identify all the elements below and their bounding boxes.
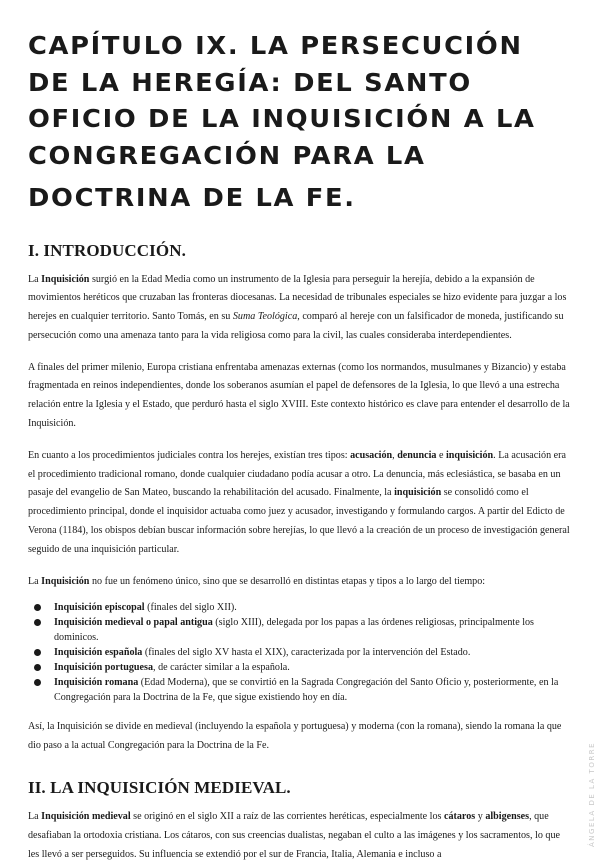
text-run: (finales del siglo XII). bbox=[144, 602, 237, 614]
paragraph bbox=[28, 271, 570, 346]
bold-term: cátaros bbox=[444, 811, 476, 823]
document-page bbox=[28, 28, 570, 864]
bullet-icon bbox=[34, 619, 41, 626]
bold-term: albigenses bbox=[485, 811, 530, 823]
paragraph: A finales del primer milenio, Europa cristiana enfrentaba amenazas externas (como los normandos, musulmanes y Bizancio) y estaba fragmentada en reinos independientes, donde los soberanos asumían el papel de defensores de la Iglesia, lo que llevó a una estrecha relación entre la Iglesia y el Estado, que perduró hasta el siglo XVIII. Este contexto histórico es clave para entender el desarrollo de la Inquisición. bbox=[28, 361, 570, 430]
list-item bbox=[54, 675, 570, 705]
bold-term: Inquisición bbox=[41, 273, 90, 285]
chapter-title bbox=[28, 28, 597, 217]
text-run: (siglo XIII), delegada por los papas a las órdenes religiosas, principalmente los dominicos. bbox=[54, 617, 534, 644]
inquisition-types-list bbox=[28, 600, 570, 705]
bold-term: Inquisición española bbox=[54, 647, 143, 659]
bold-term: Inquisición medieval bbox=[41, 811, 131, 823]
bold-term: Inquisición medieval o papal antigua bbox=[54, 617, 213, 629]
section-heading-introduccion: I. INTRODUCCIÓN. bbox=[28, 240, 186, 260]
bold-term: acusación bbox=[350, 449, 393, 461]
bold-term: Inquisición episcopal bbox=[54, 602, 145, 614]
text-run: , bbox=[392, 449, 398, 461]
chapter-title-line: DE LA HEREGÍA: DEL SANTO bbox=[28, 67, 472, 97]
text-run: no fue un fenómeno único, sino que se desarrolló en distintas etapas y tipos a lo largo del tiempo: bbox=[89, 575, 486, 587]
text-run: , que desafiaban la ortodoxia cristiana. Los cátaros, con sus creencias dualistas, negaban el culto a las imágenes y los sacramentos, lo que les llevó a ser perseguidos. Su influencia se extendió por el sur de Francia, Italia, Alemania e incluso a bbox=[28, 811, 560, 860]
bold-term: inquisición bbox=[446, 449, 494, 461]
list-item bbox=[54, 600, 570, 615]
section-heading-inquisicion-medieval: II. LA INQUISICIÓN MEDIEVAL. bbox=[28, 778, 291, 798]
bullet-icon bbox=[34, 664, 41, 671]
paragraph bbox=[28, 573, 570, 592]
bold-term: Inquisición bbox=[41, 575, 90, 587]
text-run: (finales del siglo XV hasta el XIX), caracterizada por la intervención del Estado. bbox=[142, 647, 471, 659]
text-run: La bbox=[28, 811, 42, 823]
text-run: surgió en la Edad Media como un instrumento de la Iglesia para perseguir la herejía, debido a la expansión de movimientos heréticos que cruzaban las fronteras diocesanas. La necesidad de tribunales especiales se hizo evidente para juzgar a los herejes en cualquier territorio. Santo Tomás, en su bbox=[28, 273, 567, 323]
list-item bbox=[54, 645, 570, 660]
text-run: , de carácter similar a la española. bbox=[153, 662, 290, 674]
text-run: La bbox=[28, 273, 42, 285]
bullet-icon bbox=[34, 679, 41, 686]
side-watermark: ÁNGELA DE LA TORRE bbox=[588, 742, 596, 847]
paragraph bbox=[28, 808, 570, 864]
chapter-title-line: CONGREGACIÓN PARA LA bbox=[28, 140, 426, 170]
list-item bbox=[54, 615, 570, 645]
bold-term: inquisición bbox=[394, 487, 442, 499]
text-run: e bbox=[436, 449, 446, 461]
text-run: En cuanto a los procedimientos judiciales contra los herejes, existían tres tipos: bbox=[28, 449, 351, 461]
chapter-title-line: CAPÍTULO IX. LA PERSECUCIÓN bbox=[28, 31, 523, 60]
bullet-icon bbox=[34, 649, 41, 656]
chapter-title-line: DOCTRINA DE LA FE. bbox=[28, 183, 356, 212]
paragraph: Así, la Inquisición se divide en medieval (incluyendo la española y portuguesa) y moderna (con la romana), siendo la romana la que dio paso a la actual Congregación para la Doctrina de la Fe. bbox=[28, 721, 562, 752]
italic-title: Suma Teológica bbox=[232, 311, 298, 323]
bold-term: denuncia bbox=[397, 449, 437, 461]
text-run: se consolidó como el procedimiento principal, donde el inquisidor actuaba como juez y acusador, investigando y formulando cargos. A partir del Edicto de Verona (1184), los obispos debían buscar información sobre herejías, lo que llevó a la creación de un proceso de investigación general seguido de una inquisición particular. bbox=[28, 487, 570, 555]
list-item bbox=[54, 660, 570, 675]
bullet-icon bbox=[34, 604, 41, 611]
text-run: (Edad Moderna), que se convirtió en la Sagrada Congregación del Santo Oficio y, posteriormente, en la Congregación para la Doctrina de la Fe, que sigue existiendo hoy en día. bbox=[54, 677, 559, 704]
chapter-title-line: OFICIO DE LA INQUISICIÓN A LA bbox=[28, 104, 536, 133]
text-run: y bbox=[475, 811, 486, 823]
text-run: La bbox=[28, 575, 42, 587]
text-run: , comparó al hereje con un falsificador de moneda, justificando su persecución como una amenaza tanto para la vida religiosa como para la civil, las cuales consideraba interdependientes. bbox=[28, 311, 564, 341]
bold-term: Inquisición romana bbox=[54, 677, 139, 689]
text-run: . La acusación era el procedimiento tradicional romano, donde cualquier ciudadano podía acusar a otro. La denuncia, más eclesiástica, se basaba en un pasaje del evangelio de San Mateo, buscando la rehabilitación del acusado. Finalmente, la bbox=[28, 449, 566, 499]
text-run: se originó en el siglo XII a raíz de las corrientes heréticas, especialmente los bbox=[130, 811, 444, 823]
paragraph bbox=[28, 447, 570, 560]
bold-term: Inquisición portuguesa bbox=[54, 662, 154, 674]
